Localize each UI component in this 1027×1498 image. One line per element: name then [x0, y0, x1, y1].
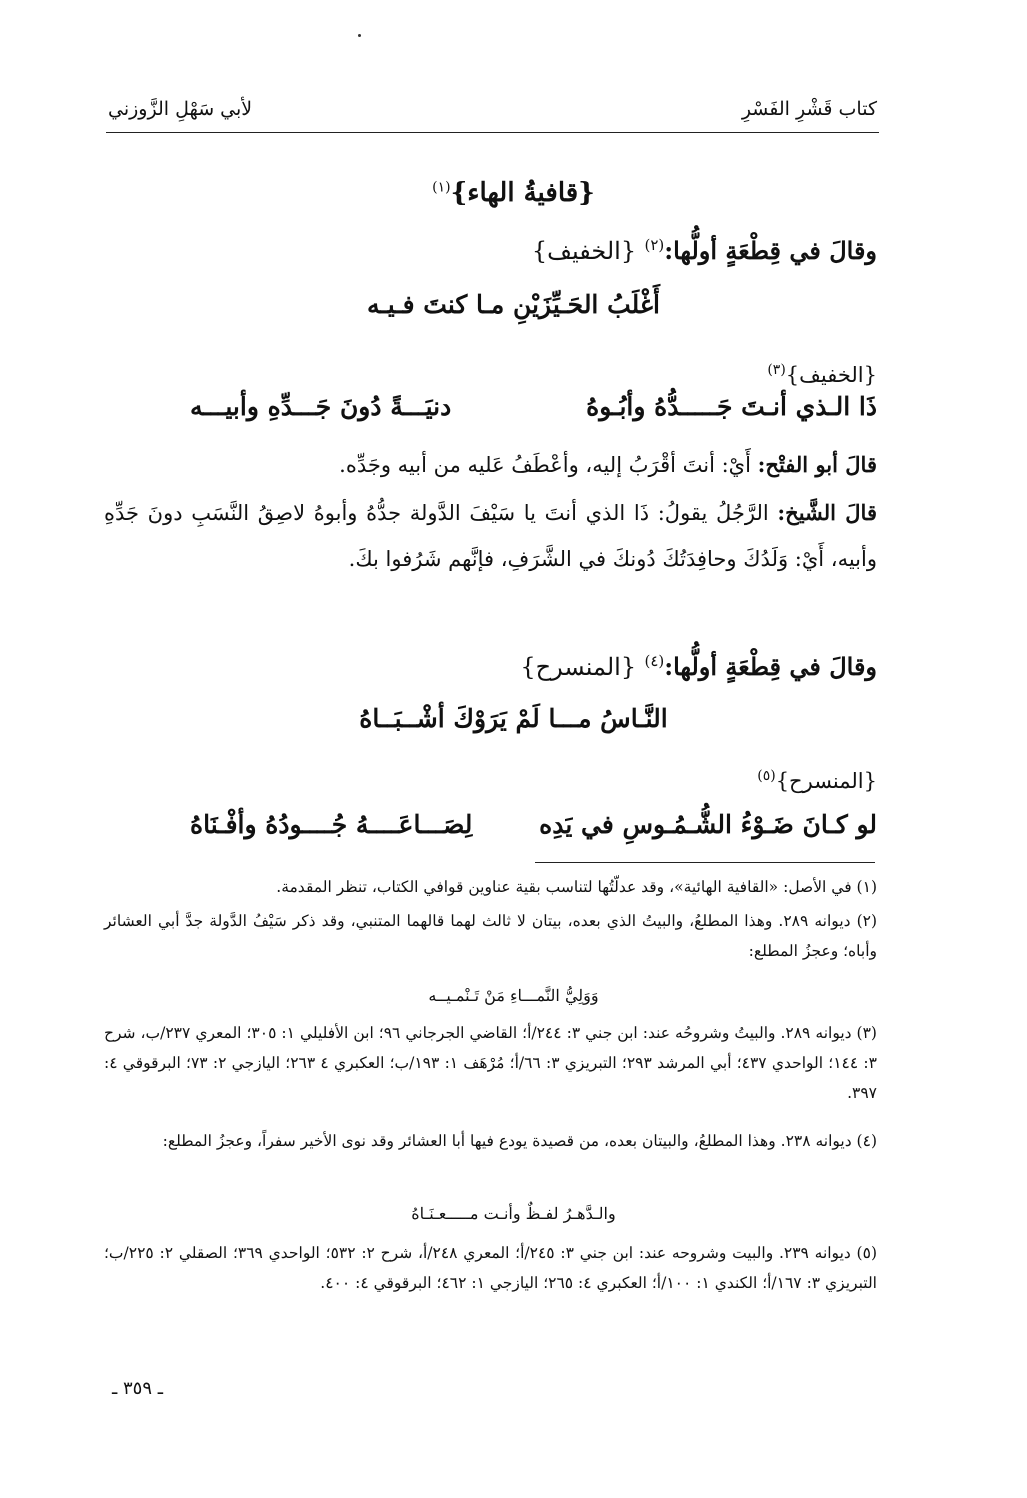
poem2-verse — [150, 810, 877, 850]
footnote-ref-4: (٤) — [644, 652, 665, 670]
poem1-intro-text: وقالَ في قِطْعَةٍ أولُّها: — [664, 236, 877, 265]
chapter-title: {قافيةُ الهاء} — [450, 178, 595, 208]
footnote-2-verse: وَوَلِيُّ النَّمـــاءِ مَنْ تَـنْمـيــه — [428, 986, 599, 1005]
abu-alfath-text: أَيْ: أنتَ أقْرَبُ إليه، وأعْطَفُ عَليه من أبيه وجَدِّه. — [339, 453, 751, 477]
poem1-meter2: {الخفيف} — [785, 363, 877, 387]
poem2-opening-hemistich: النَّـاسُ مـــا لَمْ يَرَوْكَ أشْــبَــاهُ — [359, 704, 668, 733]
header-rule — [106, 132, 879, 133]
poem2-verse-second-hemistich: لِصَـــاعَــــهُ جُــــودُهُ وأفْـنَاهُ — [190, 810, 473, 839]
footnote-rule — [535, 862, 875, 863]
footnote-ref-5: (٥) — [757, 768, 776, 784]
chapter-heading — [0, 178, 1027, 208]
poem1-verse — [150, 392, 877, 432]
shaykh-text: الرَّجُلُ يقولُ: ذَا الذي أنتَ يا سَيْفَ الدَّولة جدُّهُ وأبوهُ لاصِقُ النَّسَبِ دونَ جَدِّهِ وأبيه، أَيْ: وَلَدُكَ وحافِدَتُكَ دُونكَ في الشَّرَفِ، فإنَّهم شَرُفوا بكَ. — [104, 501, 877, 571]
poem2-meter2: {المنسرح} — [775, 769, 877, 793]
page-number: ـ ٣٥٩ ـ — [112, 1378, 164, 1399]
poem1-opening-hemistich: أَغْلَبُ الحَـيِّزَيْنِ مـا كنتَ فـيـه — [367, 290, 660, 319]
footnote-ref-1: (١) — [432, 179, 451, 196]
running-header-title: كتاب قَشْرِ الفَسْرِ — [741, 98, 877, 120]
footnote-1: (١) في الأصل: «القافية الهائية»، وقد عدلّتُها لتناسب بقية عناوين قوافي الكتاب، تنظر المقدمة. — [276, 878, 877, 896]
abu-alfath-commentary — [104, 442, 877, 488]
poem1-meter-line — [767, 362, 877, 387]
poem1-meter: {الخفيف} — [531, 237, 637, 265]
poem2-intro — [520, 652, 877, 681]
poem1-intro — [532, 236, 877, 265]
footnote-5: (٥) ديوانه ٢٣٩. والبيت وشروحه عند: ابن جني ٣: ٢٤٥/أ؛ المعري ٢٤٨/أ، شرح ٢: ٥٣٢؛ الواحدي ٣٦٩؛ الصقلي ٢: ٢٢٥/ب؛ التبريزي ٣: ١٦٧/أ؛ الكندي ١: ١٠٠/أ؛ العكبري ٤: ٢٦٥؛ اليازجي ١: ٤٦٢؛ البرقوقي ٤: ٤٠٠. — [104, 1244, 877, 1292]
shaykh-label: قالَ الشَّيخ: — [777, 500, 877, 525]
footnote-4-verse: والـدَّهـرُ لفـظٌ وأنـت مـــــعـنَـاهُ — [411, 1204, 616, 1223]
poem2-meter-line — [757, 768, 877, 793]
footnote-2: (٢) ديوانه ٢٨٩. وهذا المطلعُ، والبيتُ الذي بعده، بيتان لا ثالث لهما قالهما المتنبي، وقد ذكر سَيْفُ الدَّولة جدَّ أبي العشائر وأباه؛ وعجزُ المطلع: — [104, 912, 878, 960]
footnote-4: (٤) ديوانه ٢٣٨. وهذا المطلعُ، والبيتان بعده، من قصيدة يودع فيها أبا العشائر وقد نوى الأخير سفراً، وعجزُ المطلع: — [162, 1132, 877, 1150]
poem1-verse-first-hemistich: ذَا الـذي أنـتَ جَـــــدُّهُ وأبُـوهُ — [586, 392, 877, 421]
shaykh-commentary — [104, 490, 877, 582]
abu-alfath-label: قالَ أبو الفتْح: — [757, 452, 877, 477]
poem2-intro-text: وقالَ في قِطْعَةٍ أولُّها: — [664, 652, 877, 681]
scan-speck — [358, 34, 361, 37]
footnote-3: (٣) ديوانه ٢٨٩. والبيتُ وشروحُه عند: ابن جني ٣: ٢٤٤/أ؛ القاضي الجرجاني ٩٦؛ ابن الأفليلي ١: ٣٠٥؛ المعري ٢٣٧/ب، شرح ٣: ١٤٤؛ الواحدي ٤٣٧؛ أبي المرشد ٢٩٣؛ التبريزي ٣: ٦٦/أ؛ مُرْهَف ١: ١٩٣/ب؛ العكبري ٤ ٢٦٣؛ اليازجي ٢: ٧٣؛ البرقوقي ٤: ٣٩٧. — [104, 1024, 877, 1102]
footnote-ref-2: (٢) — [644, 236, 665, 254]
running-header-author: لأبي سَهْلِ الزَّوزني — [108, 98, 253, 120]
poem1-verse-second-hemistich: دنيَـــةً دُونَ جَـــدِّهِ وأبيـــه — [190, 392, 452, 421]
poem2-meter: {المنسرح} — [520, 653, 637, 681]
footnote-ref-3: (٣) — [767, 362, 786, 378]
poem2-verse-first-hemistich: لو كـانَ ضَـوْءُ الشُّـمُـوسِ في يَدِه — [539, 810, 877, 839]
